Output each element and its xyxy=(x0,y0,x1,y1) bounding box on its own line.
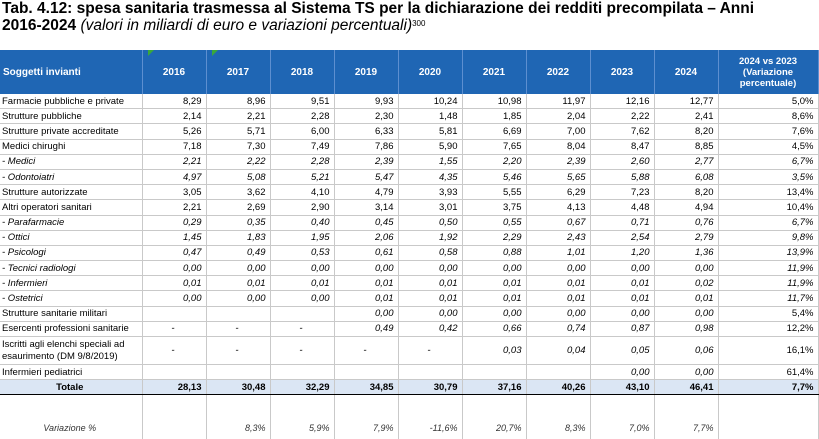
cell-value: 8,04 xyxy=(526,139,590,154)
header-year: 2016 xyxy=(142,50,206,94)
row-label: Esercenti professioni sanitarie xyxy=(0,321,142,336)
cell-value: 4,48 xyxy=(590,200,654,215)
cell-value: 5,65 xyxy=(526,169,590,184)
cell-value: 2,28 xyxy=(270,109,334,124)
cell-value: - xyxy=(398,337,462,365)
cell-value: 4,79 xyxy=(334,185,398,200)
cell-value: 0,00 xyxy=(142,291,206,306)
footnote-ref: 300 xyxy=(412,19,426,28)
cell-value: 0,42 xyxy=(398,321,462,336)
cell-value: 61,4% xyxy=(718,365,818,380)
table-row xyxy=(0,230,818,245)
cell-value: 0,50 xyxy=(398,215,462,230)
cell-value: 4,35 xyxy=(398,169,462,184)
cell-value: 2,41 xyxy=(654,109,718,124)
cell-value: 34,85 xyxy=(334,380,398,395)
table-row xyxy=(0,94,818,109)
cell-value: 2,14 xyxy=(142,109,206,124)
cell-value xyxy=(270,365,334,380)
cell-value: 0,06 xyxy=(654,337,718,365)
cell-value: 2,77 xyxy=(654,154,718,169)
cell-value: 7,00 xyxy=(526,124,590,139)
spacer-row xyxy=(0,395,818,418)
cell-value: 0,45 xyxy=(334,215,398,230)
header-year: 2021 xyxy=(462,50,526,94)
cell-value: 7,49 xyxy=(270,139,334,154)
cell-value: 0,00 xyxy=(462,261,526,276)
cell-value xyxy=(142,365,206,380)
cell-value: 4,97 xyxy=(142,169,206,184)
spacer-cell xyxy=(462,395,526,418)
cell-value: 8,47 xyxy=(590,139,654,154)
cell-value: 5,0% xyxy=(718,94,818,109)
cell-value: 2,22 xyxy=(590,109,654,124)
cell-value: 2,30 xyxy=(334,109,398,124)
header-year: 2024 xyxy=(654,50,718,94)
cell-value: 0,01 xyxy=(590,291,654,306)
spacer-cell xyxy=(654,395,718,418)
row-label: Farmacie pubbliche e private xyxy=(0,94,142,109)
header-variation: 2024 vs 2023 (Variazione percentuale) xyxy=(718,50,818,94)
cell-value: 0,01 xyxy=(142,276,206,291)
table-title xyxy=(2,0,790,34)
cell-value xyxy=(206,365,270,380)
cell-value: 3,14 xyxy=(334,200,398,215)
cell-value: 5,71 xyxy=(206,124,270,139)
table-row xyxy=(0,337,818,365)
header-year: 2023 xyxy=(590,50,654,94)
cell-value: 7,30 xyxy=(206,139,270,154)
cell-value: 0,66 xyxy=(462,321,526,336)
table-row xyxy=(0,154,818,169)
cell-value: 10,24 xyxy=(398,94,462,109)
cell-value: 0,35 xyxy=(206,215,270,230)
cell-value: 7,7% xyxy=(718,380,818,395)
cell-value: 2,20 xyxy=(462,154,526,169)
cell-value: 3,05 xyxy=(142,185,206,200)
cell-value: 1,20 xyxy=(590,245,654,260)
cell-value: 6,7% xyxy=(718,154,818,169)
row-label: - Parafarmacie xyxy=(0,215,142,230)
cell-value: 5,9% xyxy=(270,417,334,439)
table-row xyxy=(0,380,818,395)
cell-value: 16,1% xyxy=(718,337,818,365)
cell-value xyxy=(462,365,526,380)
spacer-cell xyxy=(0,395,142,418)
cell-value: 0,55 xyxy=(462,215,526,230)
cell-value: 8,3% xyxy=(526,417,590,439)
cell-value: 6,00 xyxy=(270,124,334,139)
cell-value xyxy=(526,365,590,380)
row-label: - Psicologi xyxy=(0,245,142,260)
cell-value: 7,7% xyxy=(654,417,718,439)
spacer-cell xyxy=(718,395,818,418)
cell-value: 2,90 xyxy=(270,200,334,215)
cell-value: 1,85 xyxy=(462,109,526,124)
cell-value: 0,00 xyxy=(206,291,270,306)
row-label: Variazione % xyxy=(0,417,142,439)
cell-value: 8,3% xyxy=(206,417,270,439)
cell-value: - xyxy=(270,337,334,365)
header-row xyxy=(0,50,818,94)
cell-value: 13,4% xyxy=(718,185,818,200)
corner-marker-icon xyxy=(212,50,218,56)
table-row xyxy=(0,109,818,124)
cell-value: 6,33 xyxy=(334,124,398,139)
cell-value: 2,21 xyxy=(142,200,206,215)
table-row xyxy=(0,200,818,215)
cell-value: - xyxy=(142,337,206,365)
row-label: Strutture pubbliche xyxy=(0,109,142,124)
row-label: - Infermieri xyxy=(0,276,142,291)
cell-value: 8,85 xyxy=(654,139,718,154)
cell-value: 0,71 xyxy=(590,215,654,230)
cell-value: 9,93 xyxy=(334,94,398,109)
header-year: 2018 xyxy=(270,50,334,94)
cell-value xyxy=(334,365,398,380)
table-body xyxy=(0,94,818,439)
cell-value: 0,00 xyxy=(654,261,718,276)
cell-value: 0,01 xyxy=(462,276,526,291)
cell-value: 0,00 xyxy=(654,365,718,380)
cell-value: 11,97 xyxy=(526,94,590,109)
table-row xyxy=(0,215,818,230)
table-row xyxy=(0,245,818,260)
cell-value: 30,79 xyxy=(398,380,462,395)
cell-value: 0,87 xyxy=(590,321,654,336)
cell-value: 11,7% xyxy=(718,291,818,306)
cell-value: 37,16 xyxy=(462,380,526,395)
row-label: Infermieri pediatrici xyxy=(0,365,142,380)
table-row xyxy=(0,291,818,306)
cell-value: 2,39 xyxy=(334,154,398,169)
cell-value: 0,01 xyxy=(654,291,718,306)
cell-value xyxy=(270,306,334,321)
cell-value: 5,26 xyxy=(142,124,206,139)
cell-value: 2,06 xyxy=(334,230,398,245)
cell-value: 7,62 xyxy=(590,124,654,139)
cell-value: 5,21 xyxy=(270,169,334,184)
cell-value: - xyxy=(206,321,270,336)
cell-value: 2,21 xyxy=(142,154,206,169)
cell-value: 43,10 xyxy=(590,380,654,395)
cell-value: 11,9% xyxy=(718,261,818,276)
cell-value: 5,88 xyxy=(590,169,654,184)
cell-value: 0,00 xyxy=(270,261,334,276)
cell-value xyxy=(398,365,462,380)
cell-value: 3,75 xyxy=(462,200,526,215)
cell-value: 8,20 xyxy=(654,124,718,139)
cell-value: 0,01 xyxy=(526,291,590,306)
cell-value: 6,29 xyxy=(526,185,590,200)
cell-value: 0,74 xyxy=(526,321,590,336)
row-label: - Tecnici radiologi xyxy=(0,261,142,276)
cell-value: 32,29 xyxy=(270,380,334,395)
cell-value: 9,51 xyxy=(270,94,334,109)
row-label: Medici chirughi xyxy=(0,139,142,154)
cell-value: 0,02 xyxy=(654,276,718,291)
cell-value: 10,4% xyxy=(718,200,818,215)
cell-value: 7,9% xyxy=(334,417,398,439)
table-row xyxy=(0,365,818,380)
cell-value xyxy=(142,306,206,321)
cell-value: 0,01 xyxy=(334,291,398,306)
cell-value: 11,9% xyxy=(718,276,818,291)
cell-value: - xyxy=(142,321,206,336)
cell-value: 10,98 xyxy=(462,94,526,109)
cell-value: 0,01 xyxy=(590,276,654,291)
cell-value: 0,01 xyxy=(526,276,590,291)
cell-value: 1,48 xyxy=(398,109,462,124)
cell-value: 0,61 xyxy=(334,245,398,260)
corner-marker-icon xyxy=(148,50,154,56)
cell-value: 3,62 xyxy=(206,185,270,200)
cell-value: 7,0% xyxy=(590,417,654,439)
row-label: Totale xyxy=(0,380,142,395)
row-label: Strutture sanitarie militari xyxy=(0,306,142,321)
spacer-cell xyxy=(206,395,270,418)
cell-value: 0,29 xyxy=(142,215,206,230)
table-row xyxy=(0,306,818,321)
spacer-cell xyxy=(398,395,462,418)
cell-value: 7,23 xyxy=(590,185,654,200)
row-label: Altri operatori sanitari xyxy=(0,200,142,215)
cell-value: 0,58 xyxy=(398,245,462,260)
cell-value: 0,00 xyxy=(590,365,654,380)
cell-value: 3,5% xyxy=(718,169,818,184)
cell-value: 0,00 xyxy=(142,261,206,276)
cell-value: 2,54 xyxy=(590,230,654,245)
cell-value xyxy=(718,417,818,439)
cell-value: 0,53 xyxy=(270,245,334,260)
cell-value: 28,13 xyxy=(142,380,206,395)
cell-value: 0,49 xyxy=(206,245,270,260)
cell-value: 7,18 xyxy=(142,139,206,154)
cell-value: 8,96 xyxy=(206,94,270,109)
cell-value: 0,00 xyxy=(334,261,398,276)
cell-value: 2,21 xyxy=(206,109,270,124)
cell-value: 3,93 xyxy=(398,185,462,200)
cell-value: 0,00 xyxy=(334,306,398,321)
table-row xyxy=(0,417,818,439)
cell-value: 1,95 xyxy=(270,230,334,245)
cell-value: 5,4% xyxy=(718,306,818,321)
cell-value: 46,41 xyxy=(654,380,718,395)
cell-value: 12,77 xyxy=(654,94,718,109)
spacer-cell xyxy=(334,395,398,418)
cell-value: 2,22 xyxy=(206,154,270,169)
cell-value: 2,29 xyxy=(462,230,526,245)
cell-value: 0,98 xyxy=(654,321,718,336)
cell-value: 2,79 xyxy=(654,230,718,245)
cell-value: 6,7% xyxy=(718,215,818,230)
cell-value: 0,04 xyxy=(526,337,590,365)
cell-value: 0,00 xyxy=(526,261,590,276)
spacer-cell xyxy=(142,395,206,418)
cell-value: 0,00 xyxy=(590,306,654,321)
cell-value: 0,01 xyxy=(334,276,398,291)
title-main: Tab. 4.12: spesa sanitaria trasmessa al Sistema TS per la dichiarazione dei redditi precompilata – Anni 2016-2024 xyxy=(2,0,755,34)
cell-value: 30,48 xyxy=(206,380,270,395)
cell-value: 0,01 xyxy=(398,291,462,306)
cell-value: 7,86 xyxy=(334,139,398,154)
cell-value: 0,00 xyxy=(270,291,334,306)
cell-value: 6,08 xyxy=(654,169,718,184)
cell-value: 8,6% xyxy=(718,109,818,124)
cell-value: -11,6% xyxy=(398,417,462,439)
cell-value: 4,5% xyxy=(718,139,818,154)
cell-value: 0,00 xyxy=(590,261,654,276)
cell-value: 1,83 xyxy=(206,230,270,245)
header-year: 2017 xyxy=(206,50,270,94)
cell-value: 5,08 xyxy=(206,169,270,184)
table-row xyxy=(0,139,818,154)
cell-value: 0,03 xyxy=(462,337,526,365)
cell-value: 5,81 xyxy=(398,124,462,139)
cell-value: 0,40 xyxy=(270,215,334,230)
title-subtitle: (valori in miliardi di euro e variazioni percentuali) xyxy=(80,17,413,34)
row-label: - Ottici xyxy=(0,230,142,245)
table-row xyxy=(0,185,818,200)
cell-value: 40,26 xyxy=(526,380,590,395)
cell-value: 1,01 xyxy=(526,245,590,260)
row-label: Strutture autorizzate xyxy=(0,185,142,200)
cell-value: 0,47 xyxy=(142,245,206,260)
cell-value: 12,2% xyxy=(718,321,818,336)
cell-value: 1,92 xyxy=(398,230,462,245)
cell-value: 5,47 xyxy=(334,169,398,184)
cell-value: 0,49 xyxy=(334,321,398,336)
cell-value: 0,88 xyxy=(462,245,526,260)
table-row xyxy=(0,169,818,184)
cell-value: 0,00 xyxy=(398,261,462,276)
row-label: - Ostetrici xyxy=(0,291,142,306)
cell-value: 0,00 xyxy=(398,306,462,321)
cell-value: 2,60 xyxy=(590,154,654,169)
cell-value: 0,00 xyxy=(654,306,718,321)
cell-value: 4,94 xyxy=(654,200,718,215)
row-label: Strutture private accreditate xyxy=(0,124,142,139)
header-year: 2019 xyxy=(334,50,398,94)
header-year: 2022 xyxy=(526,50,590,94)
table-row xyxy=(0,321,818,336)
cell-value: 1,45 xyxy=(142,230,206,245)
cell-value: - xyxy=(206,337,270,365)
cell-value: 20,7% xyxy=(462,417,526,439)
spacer-cell xyxy=(270,395,334,418)
cell-value: 2,04 xyxy=(526,109,590,124)
cell-value: 9,8% xyxy=(718,230,818,245)
cell-value: 3,01 xyxy=(398,200,462,215)
row-label: Iscritti agli elenchi speciali ad esaurimento (DM 9/8/2019) xyxy=(0,337,142,365)
cell-value: - xyxy=(334,337,398,365)
cell-value: 5,46 xyxy=(462,169,526,184)
table-row xyxy=(0,124,818,139)
cell-value: 0,01 xyxy=(462,291,526,306)
cell-value: 0,00 xyxy=(462,306,526,321)
cell-value: 5,90 xyxy=(398,139,462,154)
cell-value: 7,65 xyxy=(462,139,526,154)
header-year: 2020 xyxy=(398,50,462,94)
cell-value: 8,29 xyxy=(142,94,206,109)
cell-value: 4,13 xyxy=(526,200,590,215)
spending-table xyxy=(0,50,819,439)
cell-value: 8,20 xyxy=(654,185,718,200)
cell-value: 0,76 xyxy=(654,215,718,230)
cell-value: 2,43 xyxy=(526,230,590,245)
cell-value: 13,9% xyxy=(718,245,818,260)
cell-value: 2,28 xyxy=(270,154,334,169)
cell-value: 1,55 xyxy=(398,154,462,169)
cell-value: 0,00 xyxy=(206,261,270,276)
cell-value xyxy=(142,417,206,439)
cell-value: 0,00 xyxy=(526,306,590,321)
row-label: - Medici xyxy=(0,154,142,169)
row-label: - Odontoiatri xyxy=(0,169,142,184)
table-row xyxy=(0,276,818,291)
cell-value xyxy=(206,306,270,321)
cell-value: 0,01 xyxy=(398,276,462,291)
cell-value: 7,6% xyxy=(718,124,818,139)
cell-value: 0,01 xyxy=(270,276,334,291)
cell-value: 4,10 xyxy=(270,185,334,200)
table-row xyxy=(0,261,818,276)
cell-value: - xyxy=(270,321,334,336)
cell-value: 1,36 xyxy=(654,245,718,260)
spacer-cell xyxy=(590,395,654,418)
cell-value: 5,55 xyxy=(462,185,526,200)
spacer-cell xyxy=(526,395,590,418)
cell-value: 0,05 xyxy=(590,337,654,365)
header-label: Soggetti invianti xyxy=(0,50,142,94)
cell-value: 0,01 xyxy=(206,276,270,291)
cell-value: 12,16 xyxy=(590,94,654,109)
cell-value: 2,39 xyxy=(526,154,590,169)
cell-value: 2,69 xyxy=(206,200,270,215)
cell-value: 0,67 xyxy=(526,215,590,230)
cell-value: 6,69 xyxy=(462,124,526,139)
